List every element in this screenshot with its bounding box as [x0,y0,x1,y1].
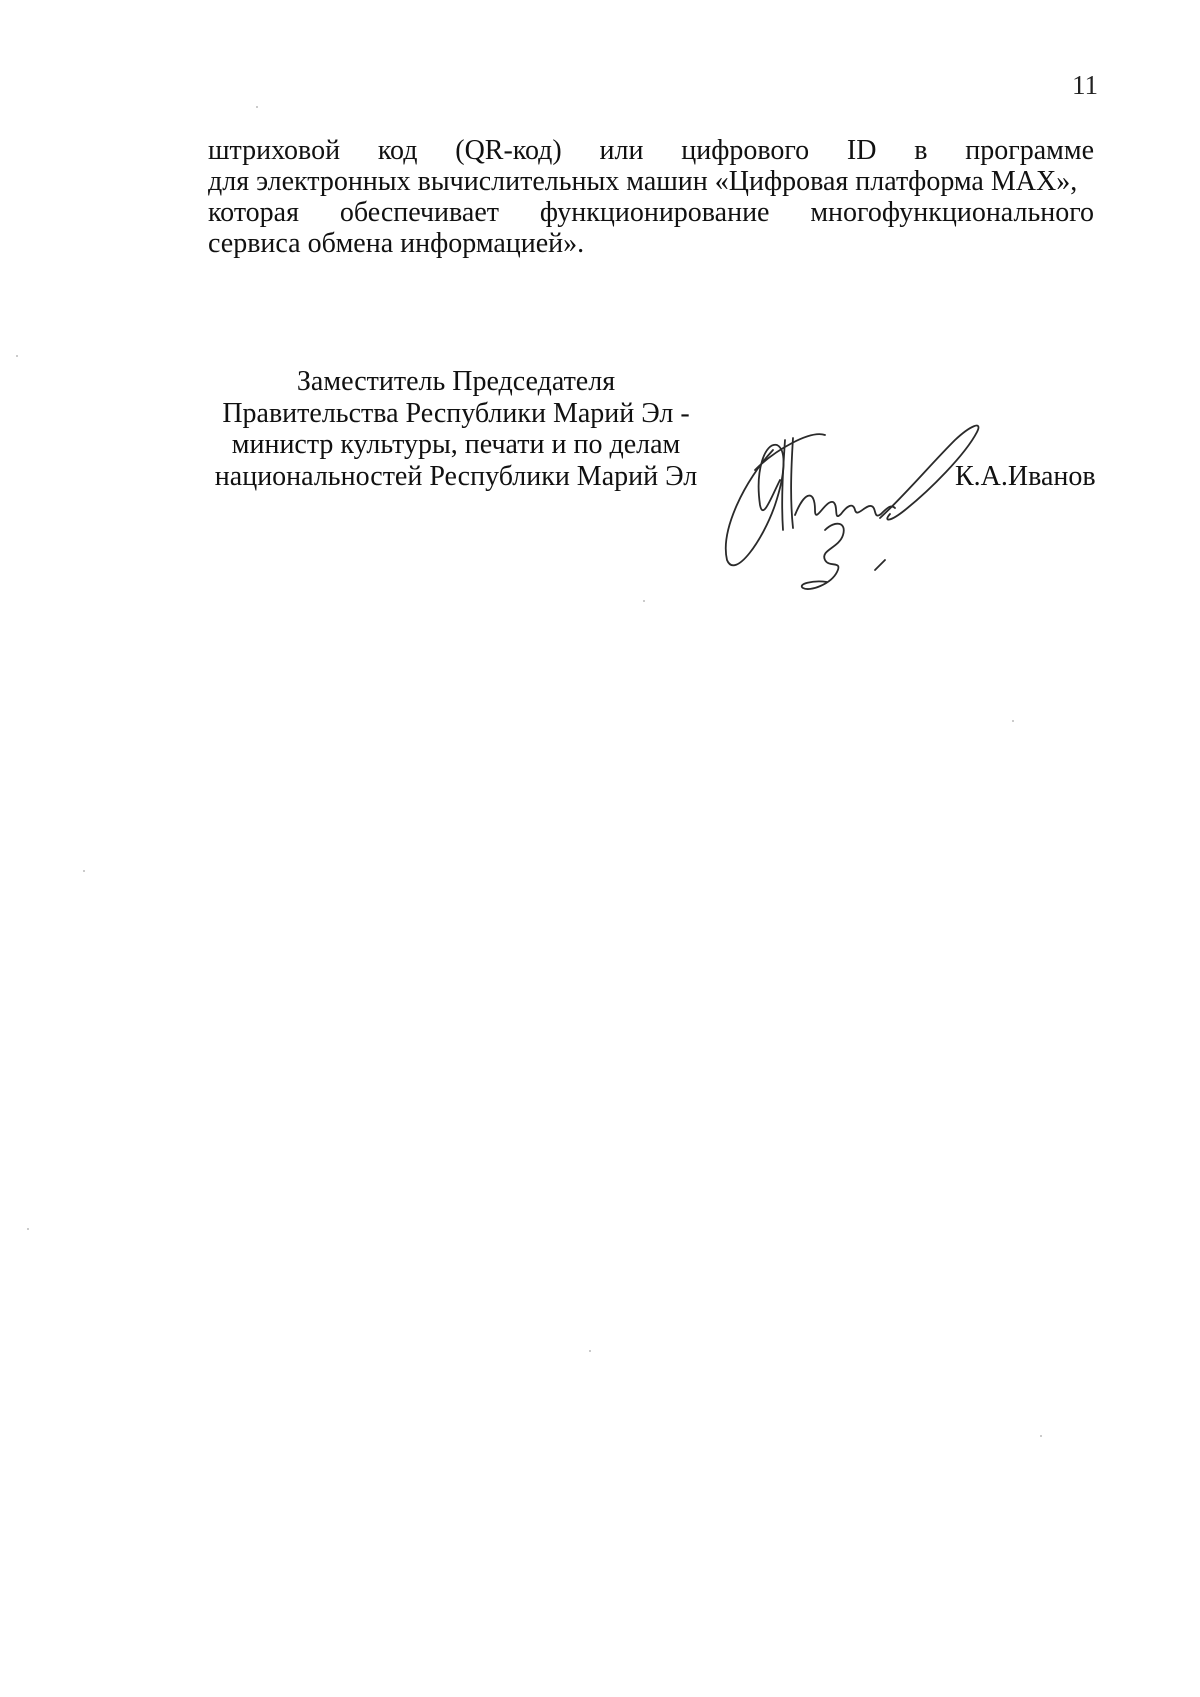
signatory-title-line: национальностей Республики Марий Эл [214,460,698,492]
scan-speck [256,106,258,108]
signatory-title-line: Правительства Республики Марий Эл - [222,397,690,429]
scan-speck [643,600,645,602]
scan-speck [16,355,18,357]
body-line: сервиса обмена информацией». [208,228,585,259]
scan-speck [83,870,85,872]
scan-speck [1040,1435,1042,1437]
signatory-title-line: Заместитель Председателя [296,366,616,397]
signer-name: К.А.Иванов [955,461,1096,492]
scan-speck [1012,720,1014,722]
body-line: для электронных вычислительных машин «Цифровая платформа MAX», [208,166,1078,197]
scan-speck [589,1350,591,1352]
body-line: штриховой код (QR-код) или цифрового ID в программе [208,135,1094,166]
handwritten-signature [715,410,1025,610]
body-line: которая обеспечивает функционирование многофункционального [208,197,1094,228]
signatory-title [208,366,704,492]
body-paragraph [208,135,1094,259]
signatory-title-line: министр культуры, печати и по делам [231,429,681,460]
page-number: 11 [1072,70,1098,100]
scan-speck [27,1228,29,1230]
